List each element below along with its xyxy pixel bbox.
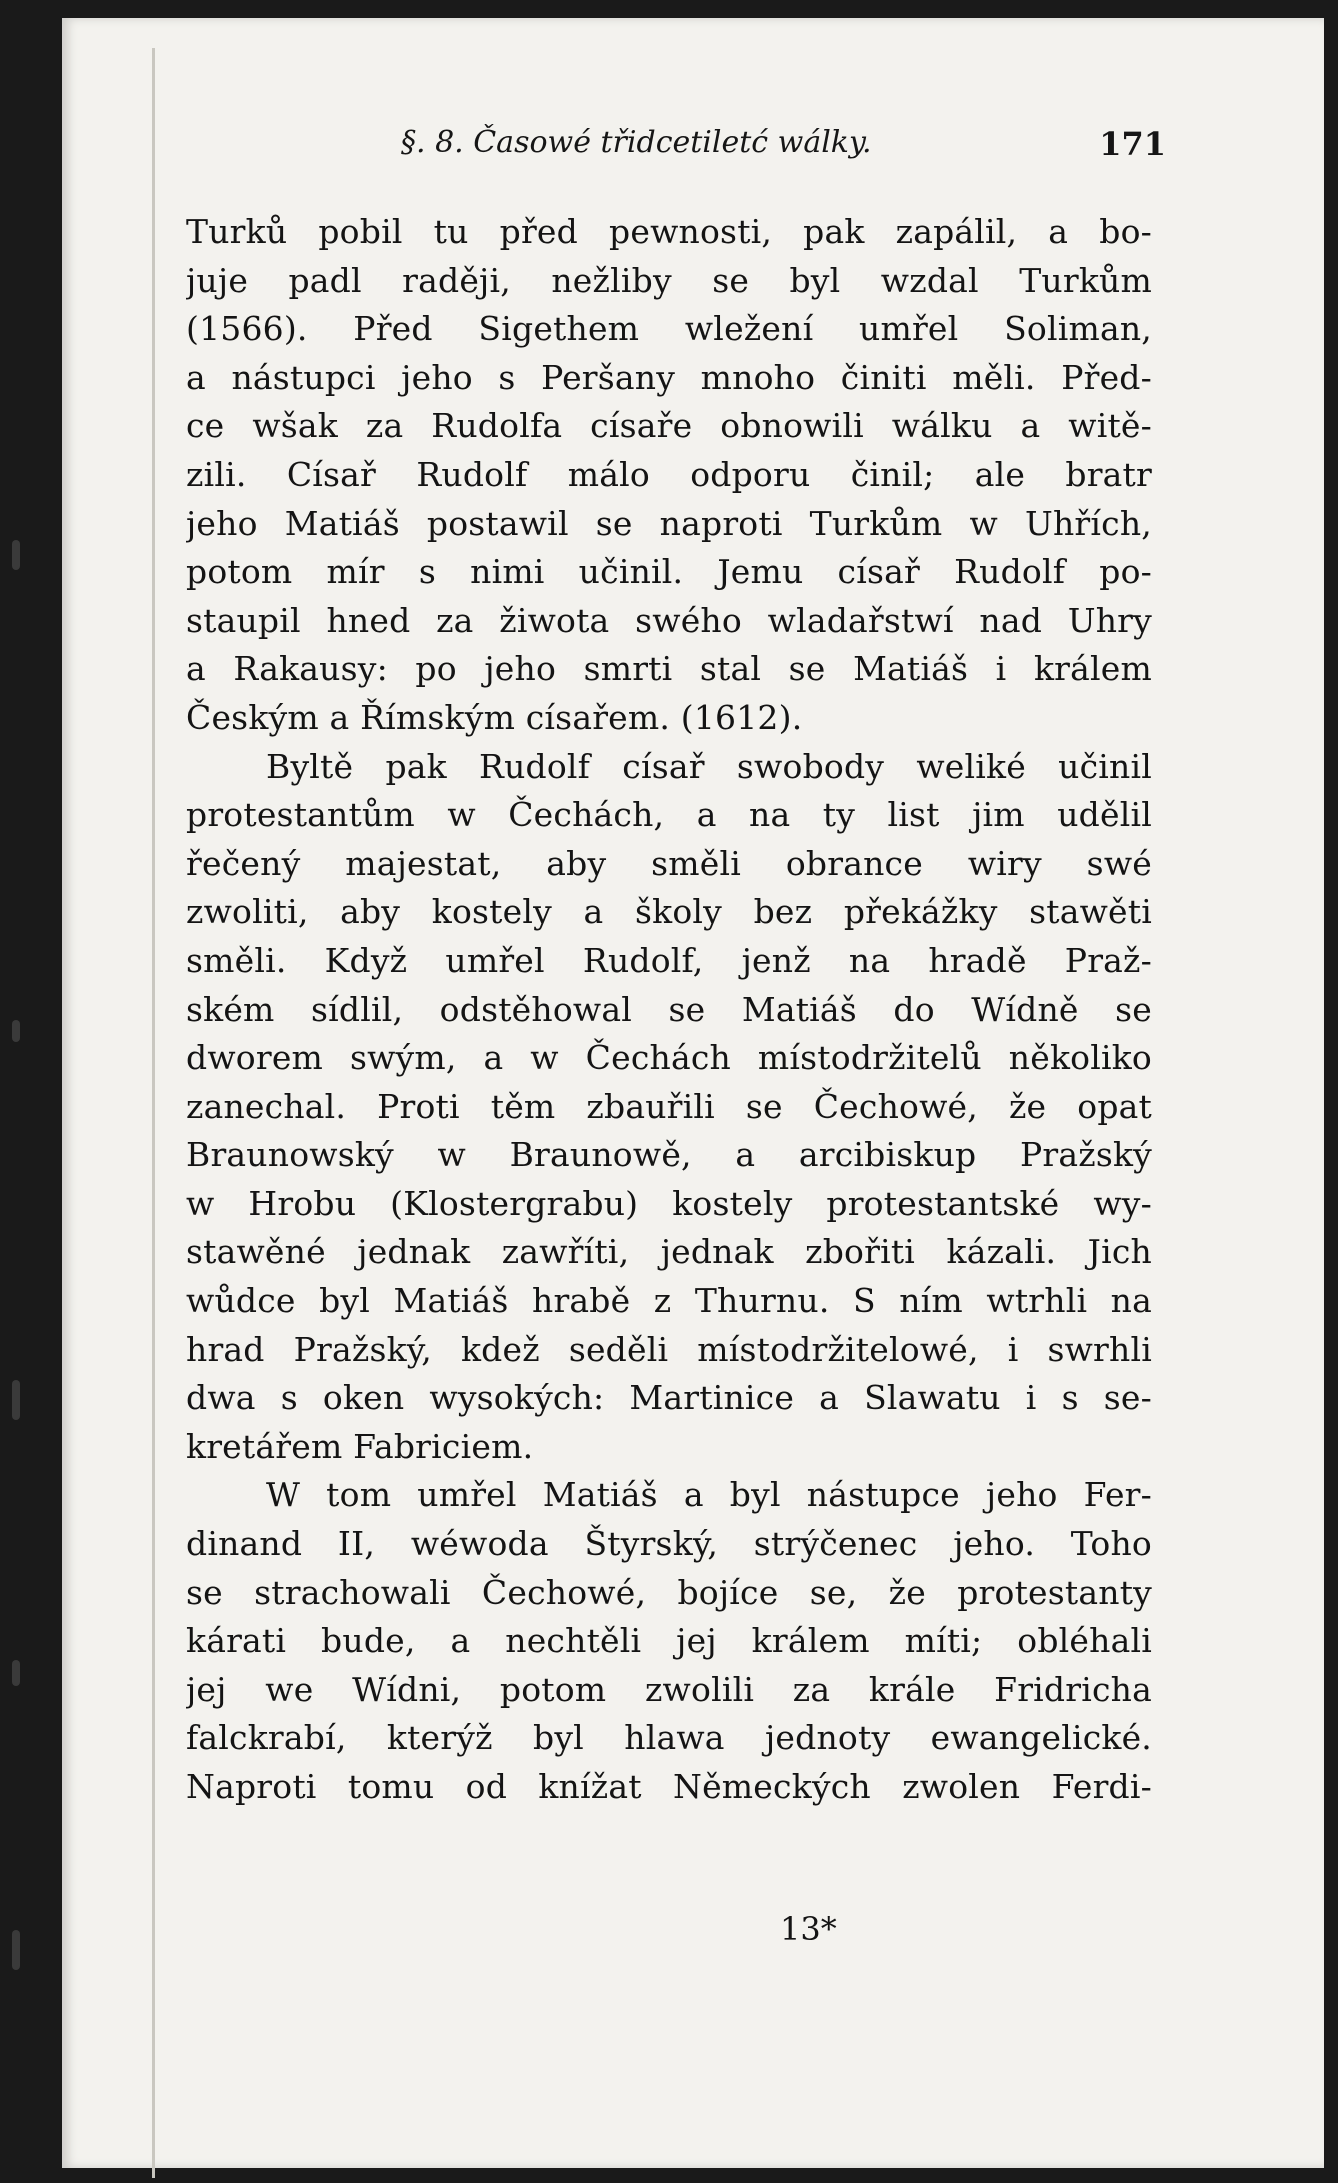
- page-gutter-line: [152, 48, 155, 2178]
- text-line: zwoliti, aby kostely a školy bez překážky stawěti: [186, 892, 1152, 932]
- page-edge-specks: [12, 500, 32, 2000]
- text-line: dinand II, wéwoda Štyrský, strýčenec jeho. Toho: [186, 1524, 1152, 1564]
- text-line: ském sídlil, odstěhowal se Matiáš do Wídně se: [186, 989, 1152, 1029]
- edge-speck: [12, 1020, 20, 1042]
- text-line: kretářem Fabriciem.: [186, 1426, 534, 1466]
- text-line: ce wšak za Rudolfa císaře obnowili wálku a witě-: [186, 406, 1152, 446]
- section-heading: §. 8. Časowé třidcetiletć wálky.: [401, 125, 872, 160]
- page-number: 171: [1099, 125, 1166, 163]
- running-header: [186, 125, 1166, 185]
- text-line: juje padl raději, nežliby se byl wzdal Turkům: [186, 260, 1152, 300]
- text-line: potom mír s nimi učinil. Jemu císař Rudolf po-: [186, 552, 1152, 592]
- text-line: wůdce byl Matiáš hrabě z Thurnu. S ním wtrhli na: [186, 1281, 1152, 1321]
- text-line: se strachowali Čechowé, bojíce se, že protestanty: [186, 1572, 1152, 1612]
- text-line: W tom umřel Matiáš a byl nástupce jeho Fer-: [266, 1475, 1152, 1515]
- text-line: dwa s oken wysokých: Martinice a Slawatu i s se-: [186, 1378, 1152, 1418]
- text-line: staupil hned za žiwota swého wladařstwí nad Uhry: [186, 600, 1152, 640]
- text-line: Naproti tomu od knížat Německých zwolen Ferdi-: [186, 1767, 1152, 1806]
- text-line: kárati bude, a nechtěli jej králem míti; obléhali: [186, 1621, 1152, 1661]
- text-line: Českým a Římským císařem. (1612).: [186, 697, 803, 737]
- text-line: zili. Císař Rudolf málo odporu činil; ale bratr: [186, 454, 1152, 494]
- edge-speck: [12, 1380, 20, 1420]
- text-line: řečený majestat, aby směli obrance wiry swé: [186, 843, 1152, 883]
- text-line: jej we Wídni, potom zwolili za krále Fridricha: [186, 1669, 1152, 1709]
- signature-mark: 13*: [780, 1910, 837, 1948]
- edge-speck: [12, 1930, 20, 1970]
- text-line: a Rakausy: po jeho smrti stal se Matiáš i králem: [186, 649, 1152, 689]
- text-line: Turků pobil tu před pewnosti, pak zapálil, a bo-: [186, 212, 1152, 251]
- text-line: Braunowský w Braunowě, a arcibiskup Pražský: [186, 1135, 1152, 1175]
- text-line: a nástupci jeho s Peršany mnoho činiti měli. Před-: [186, 357, 1152, 397]
- body-text: [186, 208, 1152, 1812]
- edge-speck: [12, 540, 20, 570]
- text-line: Byltě pak Rudolf císař swobody weliké učinil: [266, 746, 1152, 786]
- text-line: dworem swým, a w Čechách místodržitelů několiko: [186, 1038, 1152, 1078]
- text-line: protestantům w Čechách, a na ty list jim udělil: [186, 795, 1152, 835]
- text-line: stawěné jednak zawříti, jednak zbořiti kázali. Jich: [186, 1232, 1152, 1272]
- text-line: zanechal. Proti těm zbauřili se Čechowé, že opat: [186, 1086, 1152, 1126]
- edge-speck: [12, 1660, 20, 1686]
- text-line: w Hrobu (Klostergrabu) kostely protestantské wy-: [186, 1183, 1152, 1223]
- text-line: hrad Pražský, kdež seděli místodržitelowé, i swrhli: [186, 1329, 1152, 1369]
- text-line: falckrabí, kterýž byl hlawa jednoty ewangelické.: [186, 1718, 1152, 1758]
- text-line: směli. Když umřel Rudolf, jenž na hradě Praž-: [186, 940, 1152, 980]
- text-line: (1566). Před Sigethem wležení umřel Soliman,: [186, 309, 1152, 349]
- text-line: jeho Matiáš postawil se naproti Turkům w Uhřích,: [186, 503, 1152, 543]
